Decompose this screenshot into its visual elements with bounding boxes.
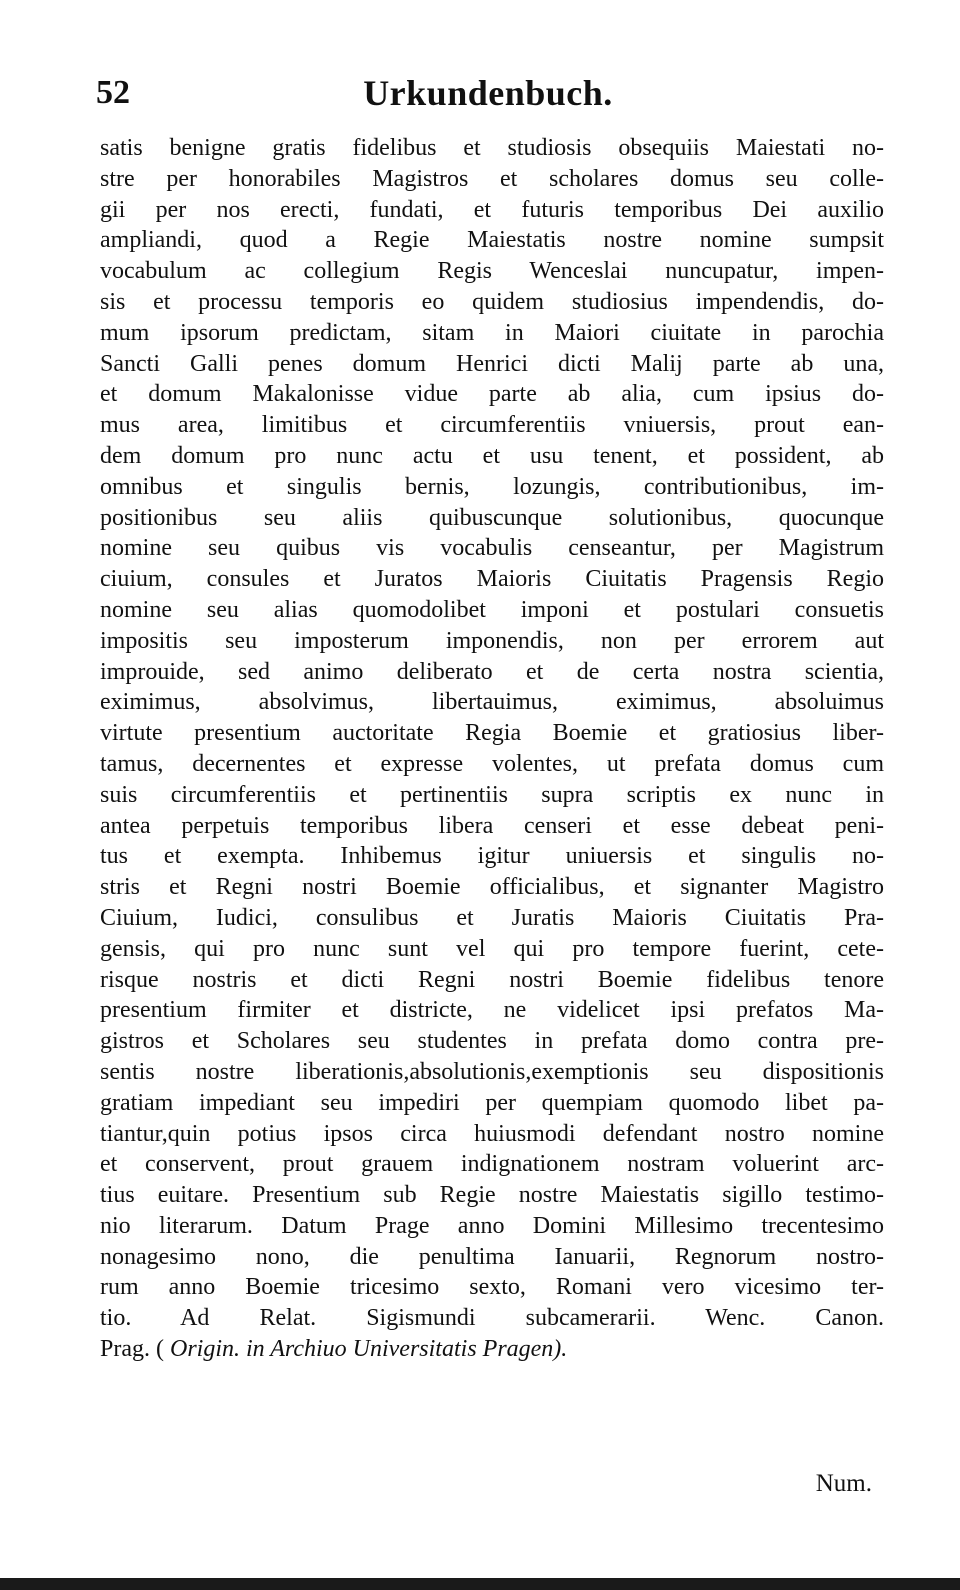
text-line: impositis seu imposterum imponendis, non per errorem aut [100, 627, 884, 654]
page-header [96, 72, 880, 122]
text-line: tiantur,quin potius ipsos circa huiusmodi defendant nostro nomine [100, 1120, 884, 1147]
running-title: Urkundenbuch. [363, 73, 613, 113]
text-line: ampliandi, quod a Regie Maiestatis nostre nomine sumpsit [100, 227, 884, 254]
body-text [100, 133, 884, 1365]
text-line: sis et processu temporis eo quidem studiosius impendendis, do- [100, 288, 884, 315]
text-line: presentium firmiter et districte, ne videlicet ipsi prefatos Ma- [100, 997, 884, 1024]
text-line: nio literarum. Datum Prage anno Domini Millesimo trecentesimo [100, 1212, 884, 1239]
text-line: eximimus, absolvimus, libertauimus, eximimus, absoluimus [100, 689, 884, 716]
text-line: satis benigne gratis fidelibus et studiosis obsequiis Maiestati no- [100, 135, 884, 161]
text-line: tus et exempta. Inhibemus igitur uniuersis et singulis no- [100, 843, 884, 870]
text-line: stre per honorabiles Magistros et scholares domus seu colle- [100, 165, 884, 192]
text-line: omnibus et singulis bernis, lozungis, contributionibus, im- [100, 473, 884, 500]
text-line: gratiam impediant seu impediri per quempiam quomodo libet pa- [100, 1089, 884, 1116]
text-line: vocabulum ac collegium Regis Wenceslai nuncupatur, impen- [100, 258, 884, 285]
scan-edge-bar [0, 1578, 960, 1590]
text-line: tius euitare. Presentium sub Regie nostre Maiestatis sigillo testimo- [100, 1182, 884, 1209]
text-line: nomine seu alias quomodolibet imponi et postulari consuetis [100, 596, 884, 623]
text-line: ciuium, consules et Juratos Maioris Ciuitatis Pragensis Regio [100, 566, 884, 593]
citation-line [100, 1334, 884, 1365]
text-line: virtute presentium auctoritate Regia Boemie et gratiosius liber- [100, 720, 884, 747]
citation-prefix: Prag. ( [100, 1336, 170, 1363]
text-line: stris et Regni nostri Boemie officialibus, et signanter Magistro [100, 874, 884, 901]
text-line: tamus, decernentes et expresse volentes, ut prefata domus cum [100, 750, 884, 777]
text-line: gii per nos erecti, fundati, et futuris temporibus Dei auxilio [100, 196, 884, 223]
catchword: Num. [815, 1470, 872, 1497]
text-line: antea perpetuis temporibus libera censeri et esse debeat peni- [100, 812, 884, 839]
text-line: gistros et Scholares seu studentes in prefata domo contra pre- [100, 1028, 884, 1055]
text-line: nomine seu quibus vis vocabulis censeantur, per Magistrum [100, 535, 884, 562]
text-line: gensis, qui pro nunc sunt vel qui pro tempore fuerint, cete- [100, 935, 884, 962]
page-number: 52 [96, 74, 130, 111]
text-line: tio. Ad Relat. Sigismundi subcamerarii. Wenc. Canon. [100, 1305, 884, 1332]
text-line: Sancti Galli penes domum Henrici dicti Malij parte ab una, [100, 350, 884, 377]
text-line: nonagesimo nono, die penultima Ianuarii, Regnorum nostro- [100, 1243, 884, 1270]
text-line: Ciuium, Iudici, consulibus et Juratis Maioris Ciuitatis Pra- [100, 904, 884, 931]
text-line: suis circumferentiis et pertinentiis supra scriptis ex nunc in [100, 781, 884, 808]
text-line: rum anno Boemie tricesimo sexto, Romani vero vicesimo ter- [100, 1274, 884, 1301]
text-line: sentis nostre liberationis,absolutionis,exemptionis seu dispositionis [100, 1058, 884, 1085]
text-line: mus area, limitibus et circumferentiis vniuersis, prout ean- [100, 412, 884, 439]
text-line: improuide, sed animo deliberato et de certa nostra scientia, [100, 658, 884, 685]
text-line: et domum Makalonisse vidue parte ab alia, cum ipsius do- [100, 381, 884, 408]
text-line: positionibus seu aliis quibuscunque solutionibus, quocunque [100, 504, 884, 531]
archive-citation: Origin. in Archiuo Universitatis Pragen). [169, 1336, 568, 1363]
text-line: dem domum pro nunc actu et usu tenent, et possident, ab [100, 442, 884, 469]
text-line: et conservent, prout grauem indignationem nostram voluerint arc- [100, 1151, 884, 1178]
text-line: risque nostris et dicti Regni nostri Boemie fidelibus tenore [100, 966, 884, 993]
text-line: mum ipsorum predictam, sitam in Maiori ciuitate in parochia [100, 319, 884, 346]
